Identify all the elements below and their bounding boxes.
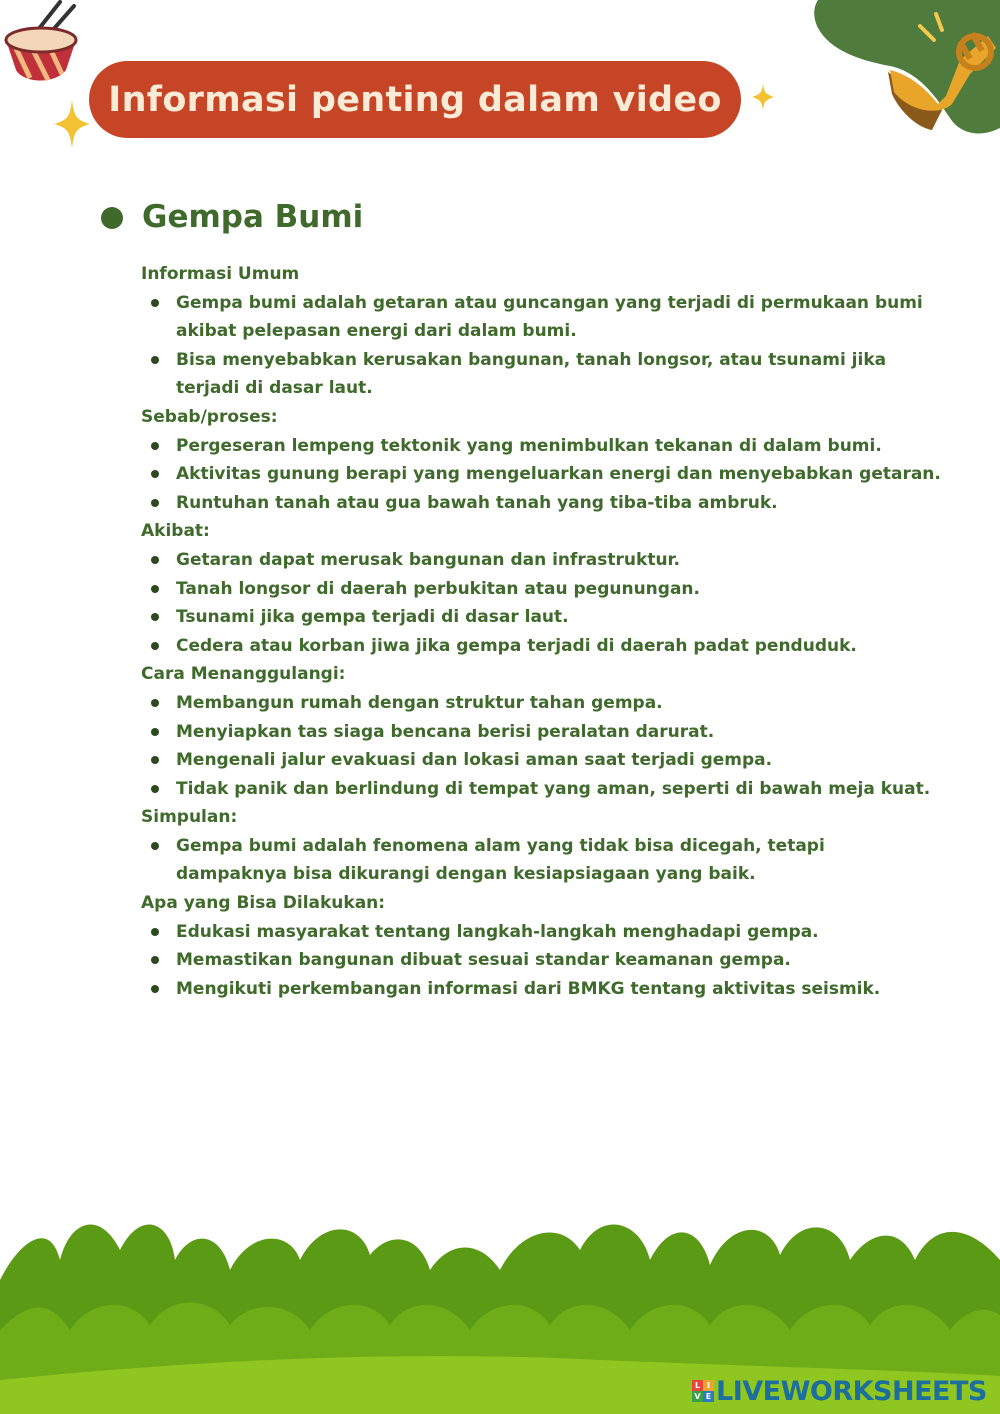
list-item: Cedera atau korban jiwa jika gempa terjadi di daerah padat penduduk.	[141, 632, 941, 661]
brand-name: LIVEWORKSHEETS	[716, 1375, 987, 1407]
list-item: Bisa menyebabkan kerusakan bangunan, tanah longsor, atau tsunami jika terjadi di dasar laut.	[141, 346, 941, 403]
list-item: Pergeseran lempeng tektonik yang menimbulkan tekanan di dalam bumi.	[141, 432, 941, 461]
group-akibat	[141, 517, 941, 660]
bullet-list	[141, 689, 941, 803]
liveworksheets-logo-icon: L I V E	[692, 1380, 714, 1402]
group-sebab-proses	[141, 403, 941, 517]
sparkle-icon-right	[752, 83, 774, 111]
drum-decoration	[0, 0, 90, 90]
bullet-list	[141, 432, 941, 518]
group-simpulan	[141, 803, 941, 889]
list-item: Mengenali jalur evakuasi dan lokasi aman saat terjadi gempa.	[141, 746, 941, 775]
group-informasi-umum	[141, 260, 941, 403]
group-title: Sebab/proses:	[141, 406, 278, 427]
content-body	[141, 260, 941, 1003]
group-title: Simpulan:	[141, 807, 238, 828]
list-item: Tsunami jika gempa terjadi di dasar laut.	[141, 603, 941, 632]
list-item: Mengikuti perkembangan informasi dari BMKG tentang aktivitas seismik.	[141, 975, 941, 1004]
group-title: Apa yang Bisa Dilakukan:	[141, 893, 386, 914]
group-apa-yang-bisa-dilakukan	[141, 889, 941, 1003]
group-cara-menanggulangi	[141, 660, 941, 803]
list-item: Gempa bumi adalah getaran atau guncangan yang terjadi di permukaan bumi akibat pelepasan energi dari dalam bumi.	[141, 289, 941, 346]
bullet-list	[141, 918, 941, 1004]
list-item: Runtuhan tanah atau gua bawah tanah yang tiba-tiba ambruk.	[141, 489, 941, 518]
bullet-list	[141, 289, 941, 403]
liveworksheets-watermark	[692, 1375, 992, 1407]
group-title: Informasi Umum	[141, 264, 300, 284]
list-item: Gempa bumi adalah fenomena alam yang tidak bisa dicegah, tetapi dampaknya bisa dikurangi dengan kesiapsiagaan yang baik.	[141, 832, 941, 889]
list-item: Edukasi masyarakat tentang langkah-langkah menghadapi gempa.	[141, 918, 941, 947]
list-item: Membangun rumah dengan struktur tahan gempa.	[141, 689, 941, 718]
list-item: Memastikan bangunan dibuat sesuai standar keamanan gempa.	[141, 946, 941, 975]
list-item: Tanah longsor di daerah perbukitan atau pegunungan.	[141, 575, 941, 604]
title-banner	[89, 61, 741, 138]
sparkle-icon-left	[54, 100, 90, 148]
group-title: Cara Menanggulangi:	[141, 664, 346, 685]
trumpet-decoration	[810, 0, 1000, 140]
list-item: Getaran dapat merusak bangunan dan infrastruktur.	[141, 546, 941, 575]
list-item: Tidak panik dan berlindung di tempat yang aman, seperti di bawah meja kuat.	[141, 775, 941, 804]
list-item: Menyiapkan tas siaga bencana berisi peralatan darurat.	[141, 718, 941, 747]
list-item: Aktivitas gunung berapi yang mengeluarkan energi dan menyebabkan getaran.	[141, 460, 941, 489]
drum-icon	[6, 2, 76, 81]
section-bullet	[101, 207, 123, 229]
group-title: Akibat:	[141, 521, 210, 542]
bullet-list	[141, 832, 941, 889]
bullet-list	[141, 546, 941, 660]
section-heading: Gempa Bumi	[142, 199, 364, 235]
page-title: Informasi penting dalam video	[108, 79, 722, 120]
